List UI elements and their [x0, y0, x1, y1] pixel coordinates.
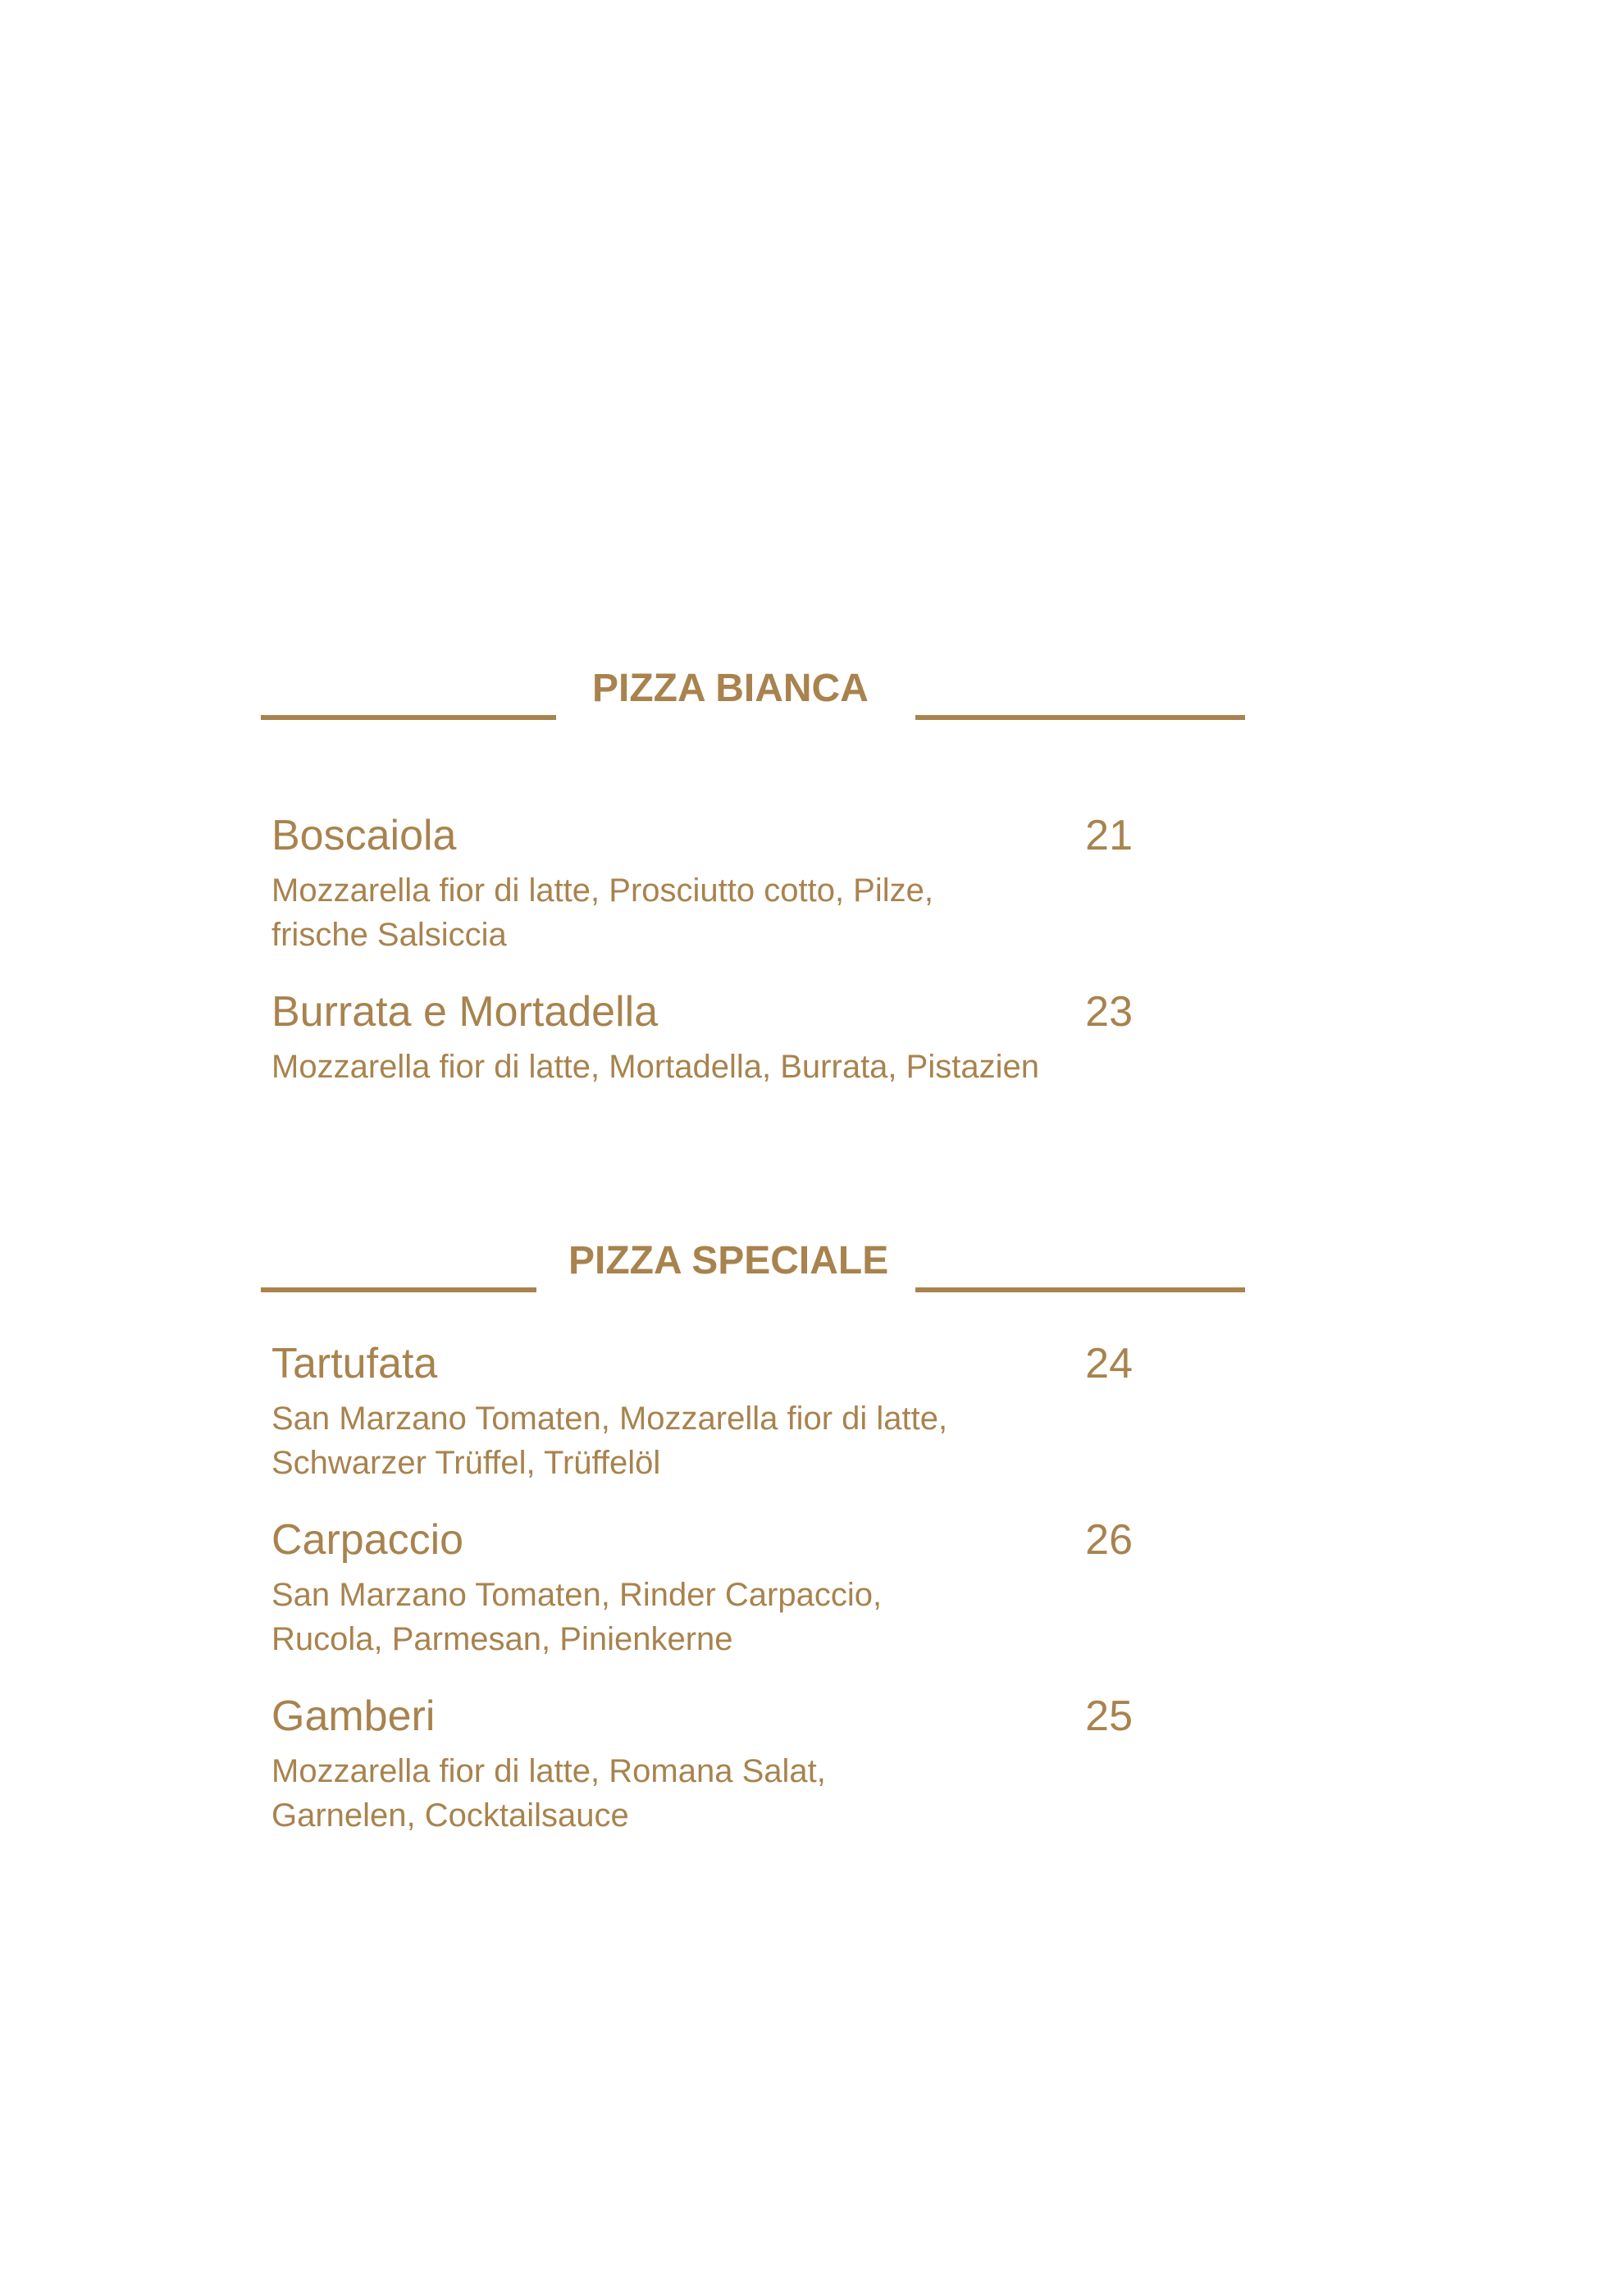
- section-rule-right: [915, 715, 1245, 720]
- section-title: PIZZA SPECIALE: [568, 1239, 889, 1282]
- item-description-line: Mozzarella fior di latte, Mortadella, Burrata, Pistazien: [271, 1049, 1039, 1085]
- item-description: [271, 868, 933, 957]
- section-rule-right: [915, 1287, 1245, 1292]
- item-description: [271, 1749, 826, 1838]
- item-price: 24: [1085, 1340, 1133, 1387]
- item-name: Boscaiola: [271, 812, 457, 859]
- item-description-line: Garnelen, Cocktailsauce: [271, 1797, 629, 1834]
- item-price: 26: [1085, 1516, 1133, 1564]
- item-description: [271, 1396, 947, 1485]
- item-description: [271, 1045, 1039, 1089]
- section-rule-left: [261, 1287, 536, 1292]
- item-description-line: Mozzarella fior di latte, Romana Salat,: [271, 1753, 826, 1789]
- item-name: Tartufata: [271, 1340, 438, 1387]
- item-description-line: Rucola, Parmesan, Pinienkerne: [271, 1621, 733, 1657]
- item-description-line: Schwarzer Trüffel, Trüffelöl: [271, 1445, 661, 1481]
- section-title: PIZZA BIANCA: [592, 667, 869, 710]
- item-name: Carpaccio: [271, 1516, 464, 1564]
- section-header-pizza-bianca: [261, 663, 1245, 728]
- item-description-line: frische Salsiccia: [271, 917, 507, 953]
- item-description-line: San Marzano Tomaten, Mozzarella fior di latte,: [271, 1401, 948, 1437]
- item-description-line: San Marzano Tomaten, Rinder Carpaccio,: [271, 1577, 883, 1613]
- item-price: 23: [1085, 988, 1133, 1036]
- section-rule-left: [261, 715, 556, 720]
- item-name: Gamberi: [271, 1692, 436, 1740]
- item-name: Burrata e Mortadella: [271, 988, 659, 1036]
- item-price: 25: [1085, 1692, 1133, 1740]
- item-description: [271, 1573, 882, 1661]
- item-description-line: Mozzarella fior di latte, Prosciutto cotto, Pilze,: [271, 872, 933, 909]
- section-header-pizza-speciale: [261, 1235, 1245, 1301]
- item-price: 21: [1085, 812, 1133, 859]
